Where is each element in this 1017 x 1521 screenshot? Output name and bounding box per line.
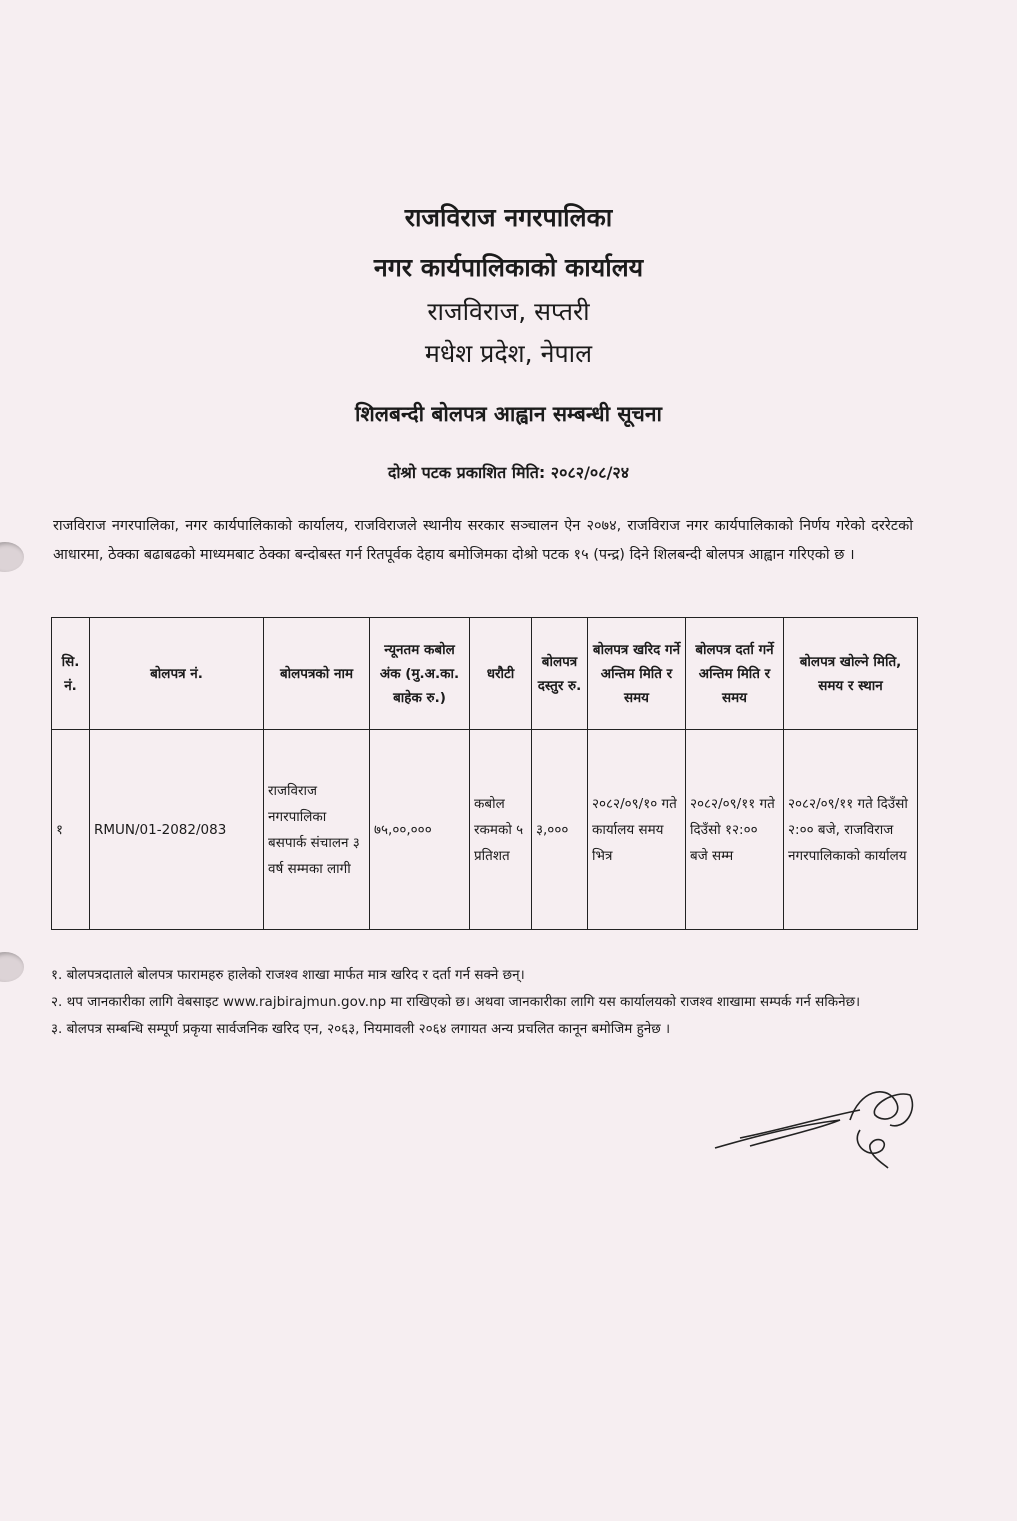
notes-list — [51, 962, 917, 1043]
cell-name: राजविराज नगरपालिका बसपार्क संचालन ३ वर्ष सम्मका लागी — [264, 730, 370, 930]
note-item: १. बोलपत्रदाताले बोलपत्र फारामहरु हालेको राजश्व शाखा मार्फत मात्र खरिद र दर्ता गर्न सक्ने छन्। — [51, 967, 525, 983]
bid-table — [51, 617, 918, 930]
cell-sn: १ — [52, 730, 90, 930]
table-header-row — [52, 618, 918, 730]
table-row — [52, 730, 918, 930]
header-purchase: बोलपत्र खरिद गर्ने अन्तिम मिति र समय — [588, 618, 686, 730]
cell-min-amount: ७५,००,००० — [370, 730, 470, 930]
header-opening: बोलपत्र खोल्ने मिति, समय र स्थान — [784, 618, 918, 730]
note-item: ३. बोलपत्र सम्बन्धि सम्पूर्ण प्रकृया सार्वजनिक खरिद एन, २०६३, नियमावली २०६४ लगायत अन्य प्रचलित कानून बमोजिम हुनेछ । — [51, 1021, 671, 1037]
intro-paragraph: राजविराज नगरपालिका, नगर कार्यपालिकाको कार्यालय, राजविराजले स्थानीय सरकार सञ्चालन ऐन २०७४, राजविराज नगर कार्यपालिकाको निर्णय गरेको दररेटको आधारमा, ठेक्का बढाबढको माध्यमबाट ठेक्का बन्दोबस्त गर्न रितपूर्वक देहाय बमोजिमका दोश्रो पटक १५ (पन्द्र) दिने शिलबन्दी बोलपत्र आह्वान गरिएको छ । — [53, 518, 913, 563]
note-item: २. थप जानकारीका लागि वेबसाइट www.rajbirajmun.gov.np मा राखिएको छ। अथवा जानकारीका लागि यस कार्यालयको राजश्व शाखामा सम्पर्क गर्न सकिनेछ। — [51, 994, 861, 1010]
publish-date: दोश्रो पटक प्रकाशित मिति: २०८२/०८/२४ — [387, 463, 630, 482]
cell-bid-no: RMUN/01-2082/083 — [90, 730, 264, 930]
cell-deposit: कबोल रकमको ५ प्रतिशत — [470, 730, 532, 930]
notice-title: शिलबन्दी बोलपत्र आह्वान सम्बन्धी सूचना — [355, 402, 662, 426]
header-deposit: धरौटी — [470, 618, 532, 730]
cell-register: २०८२/०९/११ गते दिउँसो १२:०० बजे सम्म — [686, 730, 784, 930]
office-name: नगर कार्यपालिकाको कार्यालय — [373, 253, 644, 282]
cell-opening: २०८२/०९/११ गते दिउँसो २:०० बजे, राजविराज नगरपालिकाको कार्यालय — [784, 730, 918, 930]
municipality-name: राजविराज नगरपालिका — [404, 203, 613, 232]
header-fee: बोलपत्र दस्तुर रु. — [532, 618, 588, 730]
office-location: राजविराज, सप्तरी — [427, 297, 590, 326]
punch-hole — [0, 542, 24, 572]
header-bid-no: बोलपत्र नं. — [90, 618, 264, 730]
punch-hole — [0, 952, 24, 982]
header-min-amount: न्यूनतम कबोल अंक (मु.अ.का. बाहेक रु.) — [370, 618, 470, 730]
header-name: बोलपत्रको नाम — [264, 618, 370, 730]
signature-icon — [710, 1080, 920, 1170]
province-country: मधेश प्रदेश, नेपाल — [424, 339, 593, 368]
cell-fee: ३,००० — [532, 730, 588, 930]
cell-purchase: २०८२/०९/१० गते कार्यालय समय भित्र — [588, 730, 686, 930]
header-sn: सि. नं. — [52, 618, 90, 730]
header-register: बोलपत्र दर्ता गर्ने अन्तिम मिति र समय — [686, 618, 784, 730]
